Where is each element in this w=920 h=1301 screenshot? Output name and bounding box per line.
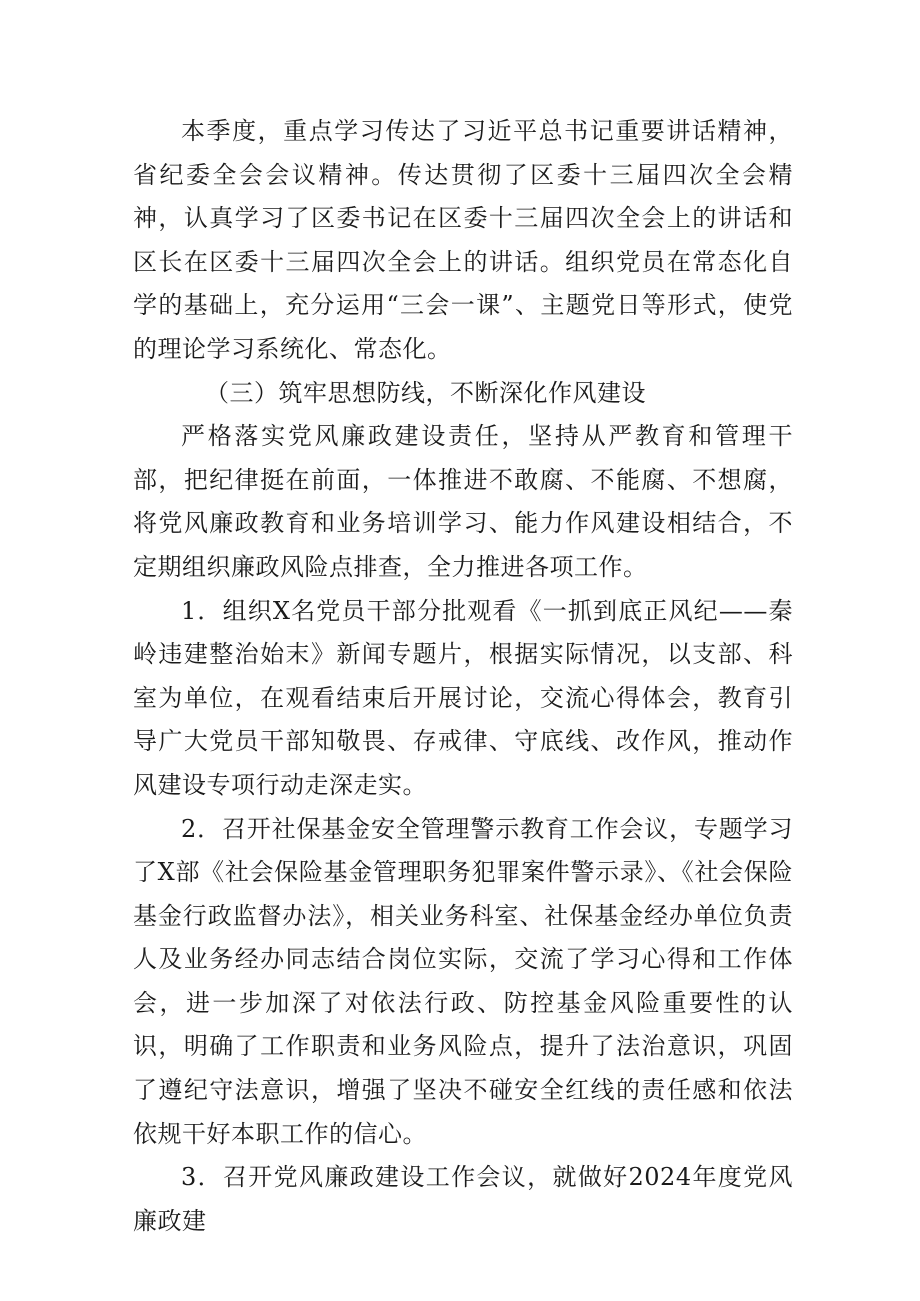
section-heading-3-text: （三）筑牢思想防线，不断深化作风建设 [205,378,646,407]
paragraph-study-summary: 本季度，重点学习传达了习近平总书记重要讲话精神，省纪委全会会议精神。传达贯彻了区委十三届四次全会精神，认真学习了区委书记在区委十三届四次全会上的讲话和区长在区委十三届四次全会上的讲话。组织党员在常态化自学的基础上，充分运用“三会一课”、主题党日等形式，使党的理论学习系统化、常态化。 [133,117,793,363]
document-body [133,110,793,1243]
paragraph-item-3: 3．召开党风廉政建设工作会议，就做好2024年度党风廉政建 [133,1163,793,1235]
paragraph-item-1: 1．组织X名党员干部分批观看《一抓到底正风纪——秦岭违建整治始末》新闻专题片，根据实际情况，以支部、科室为单位，在观看结束后开展讨论，交流心得体会，教育引导广大党员干部知敬畏、存戒律、守底线、改作风，推动作风建设专项行动走深走实。 [133,596,793,799]
paragraph-responsibility: 严格落实党风廉政建设责任，坚持从严教育和管理干部，把纪律挺在前面，一体推进不敢腐、不能腐、不想腐，将党风廉政教育和业务培训学习、能力作风建设相结合，不定期组织廉政风险点排查，全力推进各项工作。 [133,422,793,581]
section-heading-3 [133,372,793,416]
paragraph-item-2: 2．召开社保基金安全管理警示教育工作会议，专题学习了X部《社会保险基金管理职务犯罪案件警示录》、《社会保险基金行政监督办法》，相关业务科室、社保基金经办单位负责人及业务经办同志结合岗位实际，交流了学习心得和工作体会，进一步加深了对依法行政、防控基金风险重要性的认识，明确了工作职责和业务风险点，提升了法治意识，巩固了遵纪守法意识，增强了坚决不碰安全红线的责任感和依法依规干好本职工作的信心。 [133,814,793,1148]
